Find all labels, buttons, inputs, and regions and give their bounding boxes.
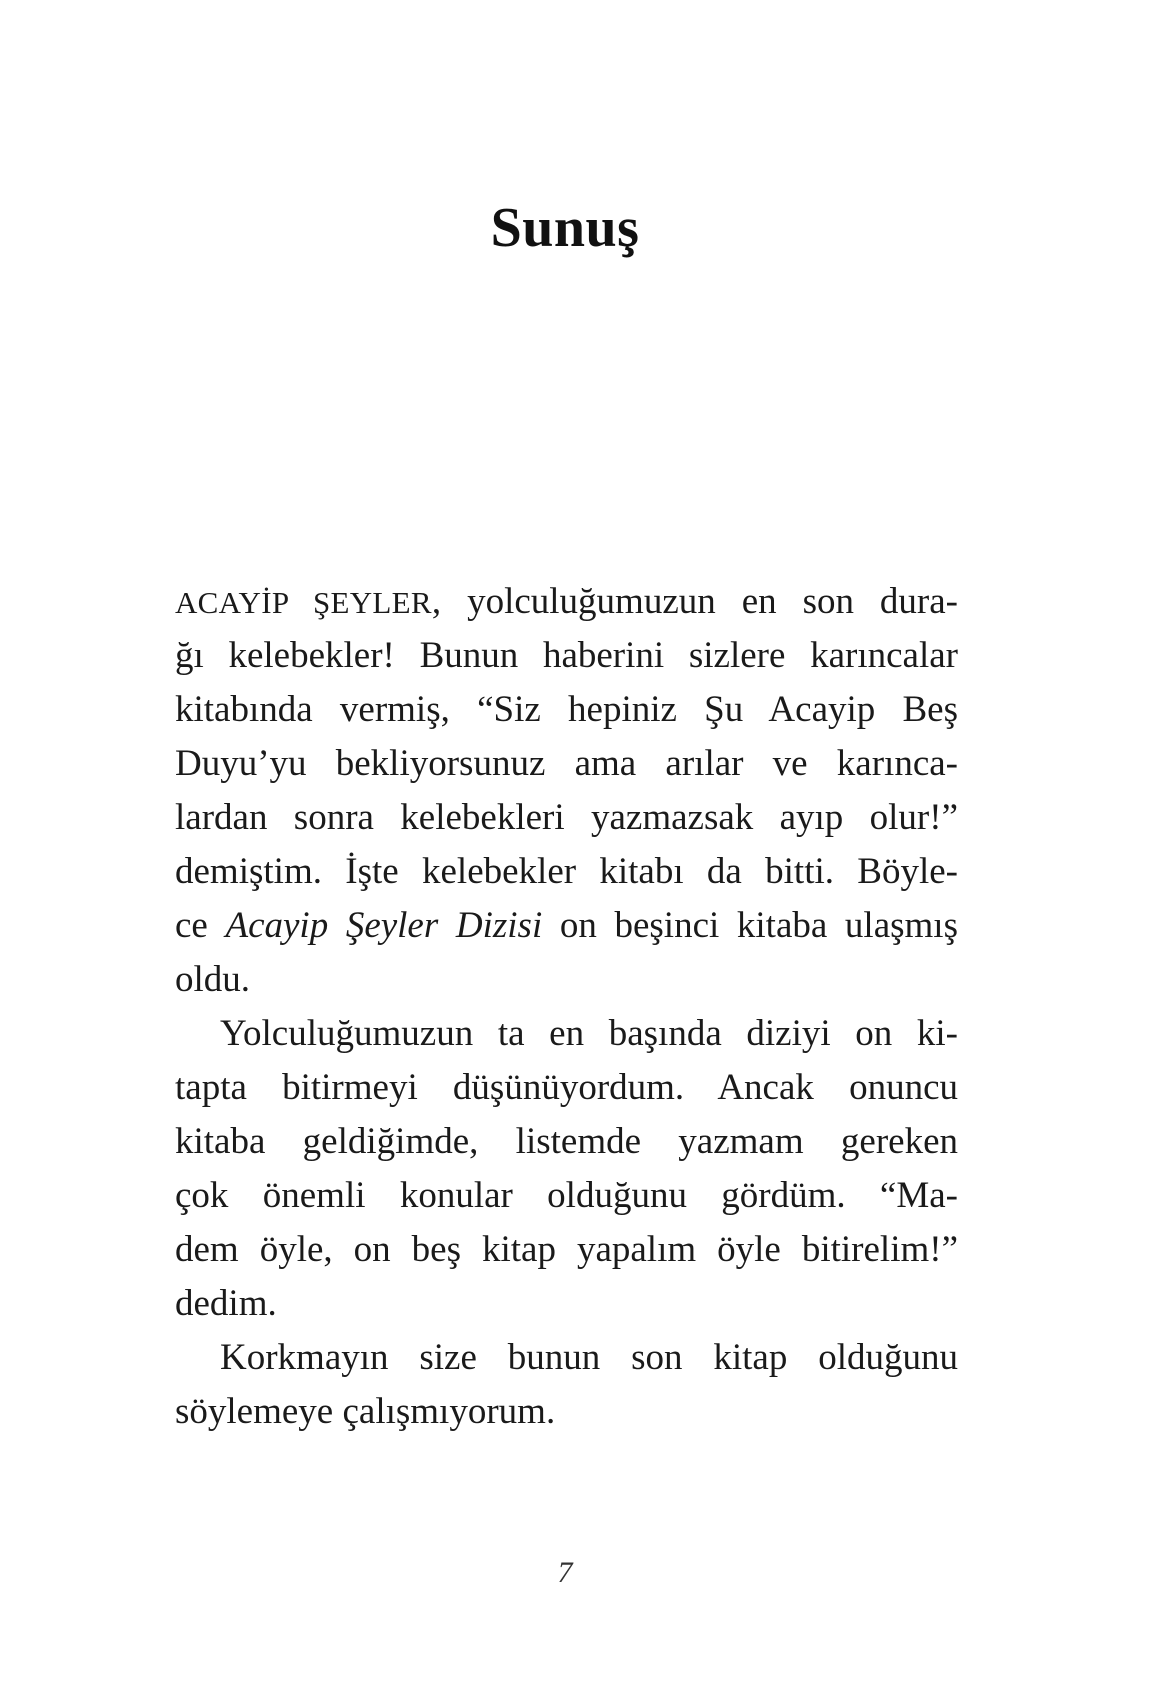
text-run: dedim. <box>175 1283 277 1324</box>
text-run: , yolculuğumuzun en son dura- <box>431 581 958 622</box>
text-run: dem öyle, on beş kitap yapalım öyle bitirelim!” <box>175 1229 958 1270</box>
text-line <box>175 899 958 953</box>
text-line <box>175 683 958 737</box>
text-line <box>175 1277 958 1331</box>
text-run: on beşinci kitaba ulaşmış <box>542 905 958 946</box>
text-line <box>175 1169 958 1223</box>
text-line <box>175 575 958 629</box>
text-run: tapta bitirmeyi düşünüyordum. Ancak onuncu <box>175 1067 958 1108</box>
text-line <box>175 1331 958 1385</box>
text-line <box>175 1385 958 1439</box>
text-run: demiştim. İşte kelebekler kitabı da bitti. Böyle- <box>175 851 958 892</box>
text-run: lardan sonra kelebekleri yazmazsak ayıp olur!” <box>175 797 958 838</box>
italic-title-text: Acayip Şeyler Dizisi <box>225 905 543 946</box>
paragraph <box>175 1007 958 1331</box>
text-line <box>175 791 958 845</box>
text-run: söylemeye çalışmıyorum. <box>175 1391 556 1432</box>
text-run: çok önemli konular olduğunu gördüm. “Ma- <box>175 1175 958 1216</box>
body-text <box>175 575 958 1439</box>
text-line <box>175 737 958 791</box>
text-line <box>175 1007 958 1061</box>
text-line <box>175 845 958 899</box>
text-run: Yolculuğumuzun ta en başında diziyi on ki- <box>220 1013 958 1054</box>
page-number: 7 <box>557 1556 573 1589</box>
paragraph <box>175 575 958 1007</box>
page-title: Sunuş <box>490 197 640 259</box>
smallcaps-text: ACAYİP ŞEYLER <box>175 585 432 620</box>
text-run: oldu. <box>175 959 251 1000</box>
text-run: Korkmayın size bunun son kitap olduğunu <box>220 1337 958 1378</box>
text-line <box>175 953 958 1007</box>
text-line <box>175 1061 958 1115</box>
text-run: kitabında vermiş, “Siz hepiniz Şu Acayip Beş <box>175 689 958 730</box>
paragraph <box>175 1331 958 1439</box>
text-line <box>175 629 958 683</box>
text-run: ğı kelebekler! Bunun haberini sizlere karıncalar <box>175 635 958 676</box>
text-run: kitaba geldiğimde, listemde yazmam gereken <box>175 1121 958 1162</box>
text-line <box>175 1115 958 1169</box>
text-run: ce <box>175 905 226 946</box>
text-run: Duyu’yu bekliyorsunuz ama arılar ve karınca- <box>175 743 958 784</box>
text-line <box>175 1223 958 1277</box>
